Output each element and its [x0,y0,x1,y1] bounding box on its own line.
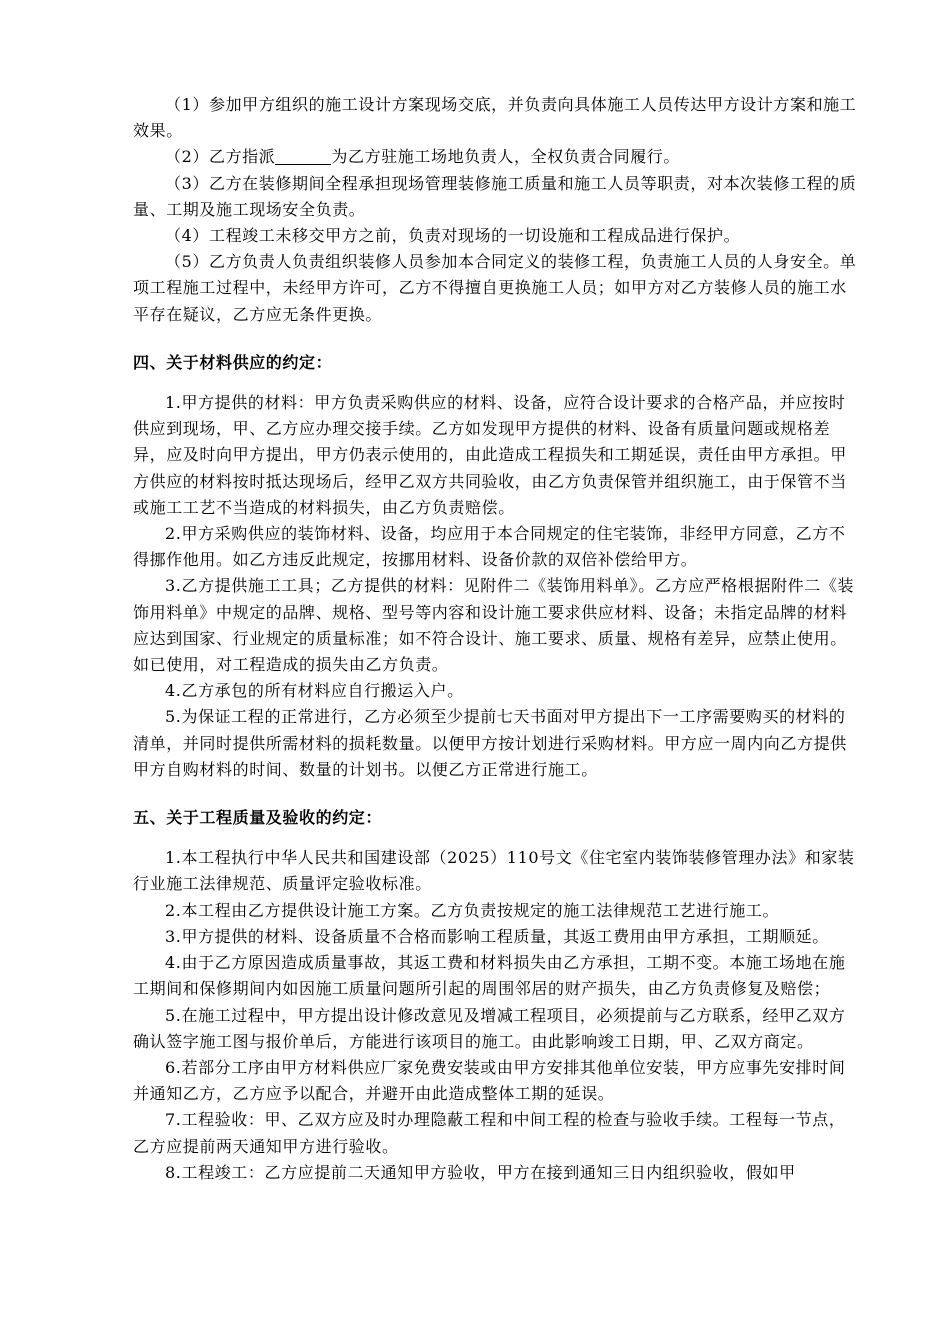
section-4-heading: 四、关于材料供应的约定： [133,352,333,372]
clause-5-5: 5.在施工过程中，甲方提出设计修改意见及增减工程项目，必须提前与乙方联系，经甲乙双方确认签字施工图与报价单后，方能进行该项目的施工。由此影响竣工日期，甲、乙双方商定。 [133,1005,846,1051]
clause-3-3: （3）乙方在装修期间全程承担现场管理装修施工质量和施工人员等职责，对本次装修工程的质量、工期及施工现场安全负责。 [133,173,857,219]
clause-3-4: （4）工程竣工未移交甲方之前，负责对现场的一切设施和工程成品进行保护。 [165,226,741,246]
clause-4-5: 5.为保证工程的正常进行，乙方必须至少提前七天书面对甲方提出下一工序需要购买的材料的清单，并同时提供所需材料的损耗数量。以便甲方按计划进行采购材料。甲方应一周内向乙方提供甲方自购材料的时间、数量的计划书。以便乙方正常进行施工。 [133,707,847,779]
clause-5-6: 6.若部分工序由甲方材料供应厂家免费安装或由甲方安排其他单位安装，甲方应事先安排时间并通知乙方，乙方应予以配合，并避开由此造成整体工期的延误。 [133,1057,846,1104]
clause-5-3: 3.甲方提供的材料、设备质量不合格而影响工程质量，其返工费用由甲方承担，工期顺延。 [165,926,829,946]
clause-3-1: （1）参加甲方组织的施工设计方案现场交底，并负责向具体施工人员传达甲方设计方案和施工效果。 [133,95,857,141]
clause-3-2 [133,144,861,170]
clause-5-1: 1.本工程执行中华人民共和国建设部（2025）110号文《住宅室内装饰装修管理办法》和家装行业施工法律规范、质量评定验收标准。 [133,848,855,894]
blank-field[interactable] [275,146,331,165]
clause-3-2-tail: 为乙方驻施工场地负责人，全权负责合同履行。 [331,147,680,167]
clause-5-4: 4.由于乙方原因造成质量事故，其返工费和材料损失由乙方承担，工期不变。本施工场地在施工期间和保修期间内如因施工质量问题所引起的周围邻居的财产损失，由乙方负责修复及赔偿； [133,953,846,999]
section-5-heading: 五、关于工程质量及验收的约定： [133,808,383,828]
clause-5-8: 8.工程竣工：乙方应提前二天通知甲方验收，甲方在接到通知三日内组织验收，假如甲 [165,1162,796,1182]
clause-5-2: 2.本工程由乙方提供设计施工方案。乙方负责按规定的施工法律规范工艺进行施工。 [165,900,780,920]
clause-4-2: 2.甲方采购供应的装饰材料、设备，均应用于本合同规定的住宅装饰，非经甲方同意，乙方不得挪作他用。如乙方违反此规定，按挪用材料、设备价款的双倍补偿给甲方。 [133,524,846,570]
clause-3-5: （5）乙方负责人负责组织装修人员参加本合同定义的装修工程，负责施工人员的人身安全。单项工程施工过程中，未经甲方许可，乙方不得擅自更换施工人员；如甲方对乙方装修人员的施工水平存在疑议，乙方应无条件更换。 [133,252,857,324]
clause-5-7: 7.工程验收：甲、乙双方应及时办理隐蔽工程和中间工程的检查与验收手续。工程每一节点，乙方应提前两天通知甲方进行验收。 [133,1110,846,1156]
clause-3-2-lead: （2）乙方指派 [165,147,276,167]
clause-4-1: 1.甲方提供的材料：甲方负责采购供应的材料、设备，应符合设计要求的合格产品，并应按时供应到现场，甲、乙方应办理交接手续。乙方如发现甲方提供的材料、设备有质量问题或规格差异，应及时向甲方提出，甲方仍表示使用的，由此造成工程损失和工期延误，责任由甲方承担。甲方供应的材料按时抵达现场后，经甲乙双方共同验收，由乙方负责保管并组织施工，由于保管不当或施工工艺不当造成的材料损失，由乙方负责赔偿。 [133,393,847,517]
clause-4-3: 3.乙方提供施工工具；乙方提供的材料：见附件二《装饰用料单》。乙方应严格根据附件二《装饰用料单》中规定的品牌、规格、型号等内容和设计施工要求供应材料、设备；未指定品牌的材料应达到国家、行业规定的质量标准；如不符合设计、施工要求、质量、规格有差异，应禁止使用。如已使用，对工程造成的损失由乙方负责。 [133,576,855,675]
clause-4-4: 4.乙方承包的所有材料应自行搬运入户。 [165,681,464,701]
document-page [133,92,861,1186]
